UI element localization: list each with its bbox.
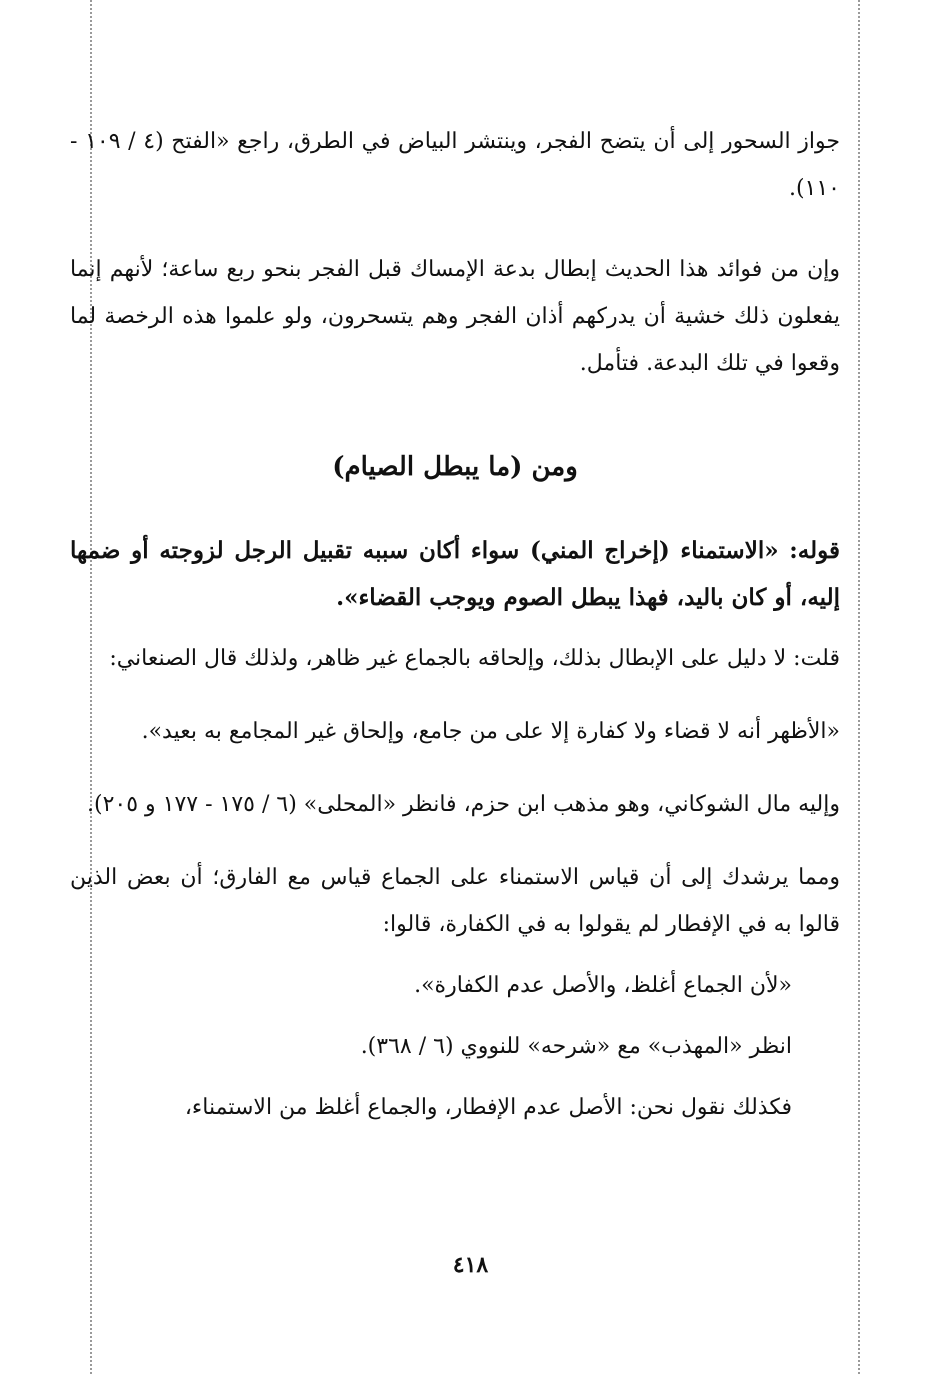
paragraph-fajr-suhoor: جواز السحور إلى أن يتضح الفجر، وينتشر البياض في الطرق، راجع «الفتح (٤ / ١٠٩ - ١١٠). xyxy=(70,129,840,201)
right-margin-line xyxy=(858,0,860,1374)
paragraph-conclusion: فكذلك نقول نحن: الأصل عدم الإفطار، والجماع أغلظ من الاستمناء، xyxy=(184,1095,792,1120)
paragraph-imsak-innovation: وإن من فوائد هذا الحديث إبطال بدعة الإمساك قبل الفجر بنحو ربع ساعة؛ لأنهم إنما يفعلون ذلك خشية أن يدركهم أذان الفجر وهم يتسحرون، ولو علموا هذه الرخصة لما وقعوا في تلك البدعة. فتأمل. xyxy=(70,257,840,376)
paragraph-qultu: قلت: لا دليل على الإبطال بذلك، وإلحاقه بالجماع غير ظاهر، ولذلك قال الصنعاني: xyxy=(109,646,840,671)
paragraph-muhadhdhab-ref: انظر «المهذب» مع «شرحه» للنووي (٦ / ٣٦٨). xyxy=(360,1034,792,1059)
section-heading: ومن (ما يبطل الصيام) xyxy=(332,452,578,482)
paragraph-jima-quote: «لأن الجماع أغلظ، والأصل عدم الكفارة». xyxy=(414,973,792,998)
page-body xyxy=(70,118,840,1131)
page-number: ٤١٨ xyxy=(452,1252,489,1278)
paragraph-shawkani: وإليه مال الشوكاني، وهو مذهب ابن حزم، فانظر «المحلى» (٦ / ١٧٥ - ١٧٧ و ٢٠٥). xyxy=(86,792,840,817)
paragraph-sanani-quote: «الأظهر أنه لا قضاء ولا كفارة إلا على من جامع، وإلحاق غير المجامع به بعيد». xyxy=(141,719,840,744)
paragraph-quote-istimna: قوله: «الاستمناء (إخراج المني) سواء أكان سببه تقبيل الرجل لزوجته أو ضمها إليه، أو كان باليد، فهذا يبطل الصوم ويوجب القضاء». xyxy=(70,537,840,611)
paragraph-qiyas: ومما يرشدك إلى أن قياس الاستمناء على الجماع قياس مع الفارق؛ أن بعض الذين قالوا به في الإفطار لم يقولوا به في الكفارة، قالوا: xyxy=(70,865,840,937)
